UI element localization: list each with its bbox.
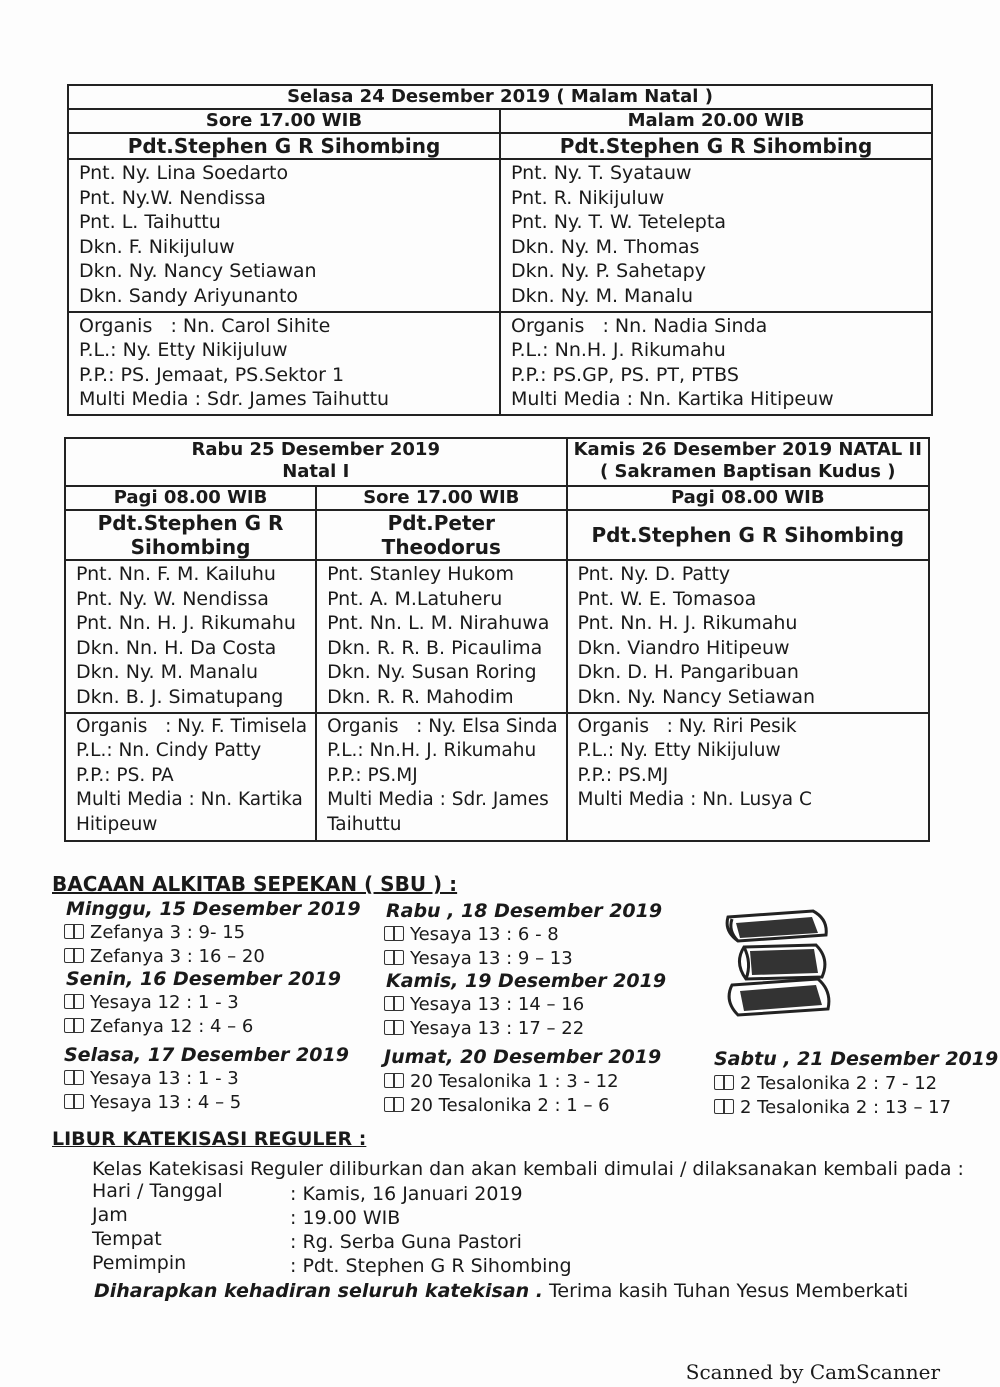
book-icon: [384, 926, 404, 941]
reading-day: Sabtu , 21 Desember 2019: [714, 1048, 999, 1070]
reading-text: Yesaya 13 : 6 - 8: [410, 924, 559, 945]
reading-day: Senin, 16 Desember 2019: [66, 968, 342, 990]
reading-text: 2 Tesalonika 2 : 7 - 12: [740, 1073, 938, 1094]
pastor-name: Pdt.Peter Theodorus: [316, 510, 566, 560]
list-item: Dkn. B. J. Simatupang: [76, 685, 284, 708]
support-list: [65, 713, 316, 841]
book-icon: [384, 1073, 404, 1088]
reading-text: 2 Tesalonika 2 : 13 – 17: [740, 1097, 952, 1118]
info-label: Pemimpin: [92, 1252, 187, 1274]
book-icon: [64, 994, 84, 1009]
title-line: Kamis 26 Desember 2019 NATAL II: [573, 439, 922, 460]
list-item: Pnt. Ny. W. Nendissa: [76, 587, 269, 610]
service-time: Sore 17.00 WIB: [316, 486, 566, 510]
reading-item: [384, 994, 584, 1015]
book-icon: [64, 924, 84, 939]
list-item: P.L.: Nn.H. J. Rikumahu: [511, 339, 726, 362]
service-time: Pagi 08.00 WIB: [567, 486, 929, 510]
list-item: Pnt. L. Taihuttu: [79, 211, 221, 234]
list-item: Pnt. Nn. F. M. Kailuhu: [76, 563, 276, 585]
reading-item: [384, 1071, 619, 1092]
reading-item: [714, 1097, 951, 1118]
info-value: : Rg. Serba Guna Pastori: [290, 1231, 522, 1253]
reading-item: [64, 1016, 253, 1037]
list-item: P.L.: Nn.H. J. Rikumahu: [327, 740, 537, 762]
stacked-books-icon: [718, 905, 838, 1020]
list-item: Pnt. Ny. T. Syatauw: [511, 162, 692, 184]
support-list: [500, 312, 932, 415]
list-item: Organis : Ny. F. Timisela: [76, 715, 308, 737]
reading-text: Yesaya 13 : 9 – 13: [410, 948, 573, 969]
closing-rest: Terima kasih Tuhan Yesus Memberkati: [543, 1280, 909, 1302]
officer-list: [68, 159, 500, 312]
book-icon: [64, 1018, 84, 1033]
pastor-name: Pdt.Stephen G R Sihombing: [68, 133, 500, 159]
libur-intro: Kelas Katekisasi Reguler diliburkan dan akan kembali dimulai / dilaksanakan kembali pada :: [92, 1158, 964, 1180]
support-list: [567, 713, 929, 841]
reading-day: Rabu , 18 Desember 2019: [386, 900, 663, 922]
list-item: Pnt. Nn. H. J. Rikumahu: [76, 612, 296, 635]
list-item: Pnt. Ny. D. Patty: [577, 563, 731, 585]
reading-item: [714, 1073, 937, 1094]
scanner-watermark: Scanned by CamScanner: [685, 1360, 940, 1384]
reading-item: [384, 924, 559, 945]
officer-list: [567, 560, 929, 713]
title-line: Natal I: [282, 461, 350, 482]
reading-day: Kamis, 19 Desember 2019: [386, 970, 667, 992]
list-item: Dkn. Ny. M. Thomas: [511, 235, 700, 258]
table-title: Selasa 24 Desember 2019 ( Malam Natal ): [68, 85, 932, 109]
support-list: [316, 713, 566, 841]
list-item: Multi Media : Nn. Lusya C: [577, 789, 812, 811]
reading-item: [64, 922, 245, 943]
libur-title: LIBUR KATEKISASI REGULER :: [52, 1128, 367, 1150]
info-label: Tempat: [92, 1228, 162, 1250]
list-item: Pnt. W. E. Tomasoa: [577, 587, 757, 610]
list-item: Pnt. A. M.Latuheru: [327, 587, 503, 610]
list-item: Dkn. Sandy Ariyunanto: [79, 284, 299, 307]
service-time: Sore 17.00 WIB: [68, 109, 500, 133]
list-item: Dkn. D. H. Pangaribuan: [577, 661, 799, 684]
table-title: [567, 438, 929, 486]
service-time: Malam 20.00 WIB: [500, 109, 932, 133]
reading-day: Selasa, 17 Desember 2019: [64, 1044, 349, 1066]
closing-note: [94, 1280, 908, 1302]
officer-list: [500, 159, 932, 312]
list-item: Dkn. Ny. Susan Roring: [327, 661, 537, 684]
reading-item: [64, 992, 239, 1013]
list-item: P.L.: Ny. Etty Nikijuluw: [79, 339, 288, 362]
info-label: Hari / Tanggal: [92, 1180, 223, 1202]
reading-text: Zefanya 3 : 16 – 20: [90, 946, 265, 967]
book-icon: [714, 1075, 734, 1090]
reading-item: [384, 948, 573, 969]
schedule-table-dec24: [67, 84, 933, 416]
list-item: Pnt. Ny.W. Nendissa: [79, 186, 266, 209]
list-item: Pnt. Ny. Lina Soedarto: [79, 162, 289, 184]
list-item: Dkn. R. R. Mahodim: [327, 685, 514, 708]
info-value: : 19.00 WIB: [290, 1207, 401, 1229]
schedule-table-dec25-26: [64, 437, 930, 842]
title-line: Rabu 25 Desember 2019: [191, 439, 440, 460]
info-value: : Pdt. Stephen G R Sihombing: [290, 1255, 572, 1277]
list-item: P.L.: Ny. Etty Nikijuluw: [577, 740, 781, 762]
book-icon: [64, 948, 84, 963]
list-item: P.P.: PS. PA: [76, 764, 174, 786]
reading-text: Yesaya 13 : 17 – 22: [410, 1018, 585, 1039]
list-item: Organis : Ny. Riri Pesik: [577, 715, 797, 737]
reading-item: [384, 1095, 610, 1116]
book-icon: [384, 1020, 404, 1035]
reading-item: [384, 1018, 584, 1039]
reading-day: Jumat, 20 Desember 2019: [384, 1046, 662, 1068]
list-item: Multi Media : Nn. Kartika Hitipeuw: [511, 388, 834, 411]
list-item: P.P.: PS. Jemaat, PS.Sektor 1: [79, 363, 345, 386]
list-item: P.L.: Nn. Cindy Patty: [76, 740, 262, 762]
list-item: P.P.: PS.MJ: [577, 764, 669, 786]
reading-day: Minggu, 15 Desember 2019: [66, 898, 361, 920]
list-item: Pnt. Stanley Hukom: [327, 563, 514, 585]
reading-text: Yesaya 13 : 1 - 3: [90, 1068, 239, 1089]
officer-list: [316, 560, 566, 713]
info-value: : Kamis, 16 Januari 2019: [290, 1183, 523, 1205]
list-item: Multi Media : Sdr. James Taihuttu: [79, 388, 390, 411]
reading-item: [64, 1092, 241, 1113]
list-item: Dkn. Ny. M. Manalu: [511, 284, 694, 307]
book-icon: [714, 1099, 734, 1114]
list-item: Organis : Nn. Nadia Sinda: [511, 314, 768, 337]
list-item: Pnt. Nn. H. J. Rikumahu: [577, 612, 798, 635]
list-item: Dkn. Ny. P. Sahetapy: [511, 260, 706, 283]
support-list: [68, 312, 500, 415]
reading-text: Yesaya 12 : 1 - 3: [90, 992, 239, 1013]
list-item: Dkn. Viandro Hitipeuw: [577, 636, 790, 659]
reading-item: [64, 946, 265, 967]
reading-text: 20 Tesalonika 2 : 1 – 6: [410, 1095, 610, 1116]
list-item: Dkn. Ny. Nancy Setiawan: [79, 260, 317, 283]
reading-text: Yesaya 13 : 4 – 5: [90, 1092, 242, 1113]
list-item: Multi Media : Nn. Kartika Hitipeuw: [76, 789, 303, 835]
list-item: P.P.: PS.GP, PS. PT, PTBS: [511, 363, 739, 386]
list-item: Pnt. Ny. T. W. Tetelepta: [511, 211, 726, 234]
list-item: Multi Media : Sdr. James Taihuttu: [327, 789, 549, 835]
pastor-name: Pdt.Stephen G R Sihombing: [65, 510, 316, 560]
reading-text: Yesaya 13 : 14 – 16: [410, 994, 585, 1015]
list-item: Dkn. Ny. Nancy Setiawan: [577, 685, 816, 708]
book-icon: [384, 996, 404, 1011]
book-icon: [384, 950, 404, 965]
list-item: Dkn. Nn. H. Da Costa: [76, 636, 277, 659]
list-item: Pnt. R. Nikijuluw: [511, 186, 665, 209]
pastor-name: Pdt.Stephen G R Sihombing: [567, 510, 929, 560]
book-icon: [384, 1097, 404, 1112]
list-item: Organis : Nn. Carol Sihite: [79, 314, 331, 337]
info-label: Jam: [92, 1204, 128, 1226]
service-time: Pagi 08.00 WIB: [65, 486, 316, 510]
list-item: Dkn. Ny. M. Manalu: [76, 661, 259, 684]
sbu-title: BACAAN ALKITAB SEPEKAN ( SBU ) :: [52, 872, 458, 896]
list-item: Pnt. Nn. L. M. Nirahuwa: [327, 612, 550, 635]
book-icon: [64, 1070, 84, 1085]
reading-item: [64, 1068, 239, 1089]
reading-text: Zefanya 3 : 9- 15: [90, 922, 246, 943]
reading-text: Zefanya 12 : 4 – 6: [90, 1016, 254, 1037]
book-icon: [64, 1094, 84, 1109]
table-title: [65, 438, 567, 486]
officer-list: [65, 560, 316, 713]
title-line: ( Sakramen Baptisan Kudus ): [600, 461, 896, 482]
list-item: Dkn. F. Nikijuluw: [79, 235, 235, 258]
list-item: Dkn. R. R. B. Picaulima: [327, 636, 543, 659]
list-item: Organis : Ny. Elsa Sinda: [327, 715, 558, 737]
closing-bold: Diharapkan kehadiran seluruh katekisan .: [94, 1280, 543, 1302]
pastor-name: Pdt.Stephen G R Sihombing: [500, 133, 932, 159]
reading-text: 20 Tesalonika 1 : 3 - 12: [410, 1071, 619, 1092]
list-item: P.P.: PS.MJ: [327, 764, 418, 786]
